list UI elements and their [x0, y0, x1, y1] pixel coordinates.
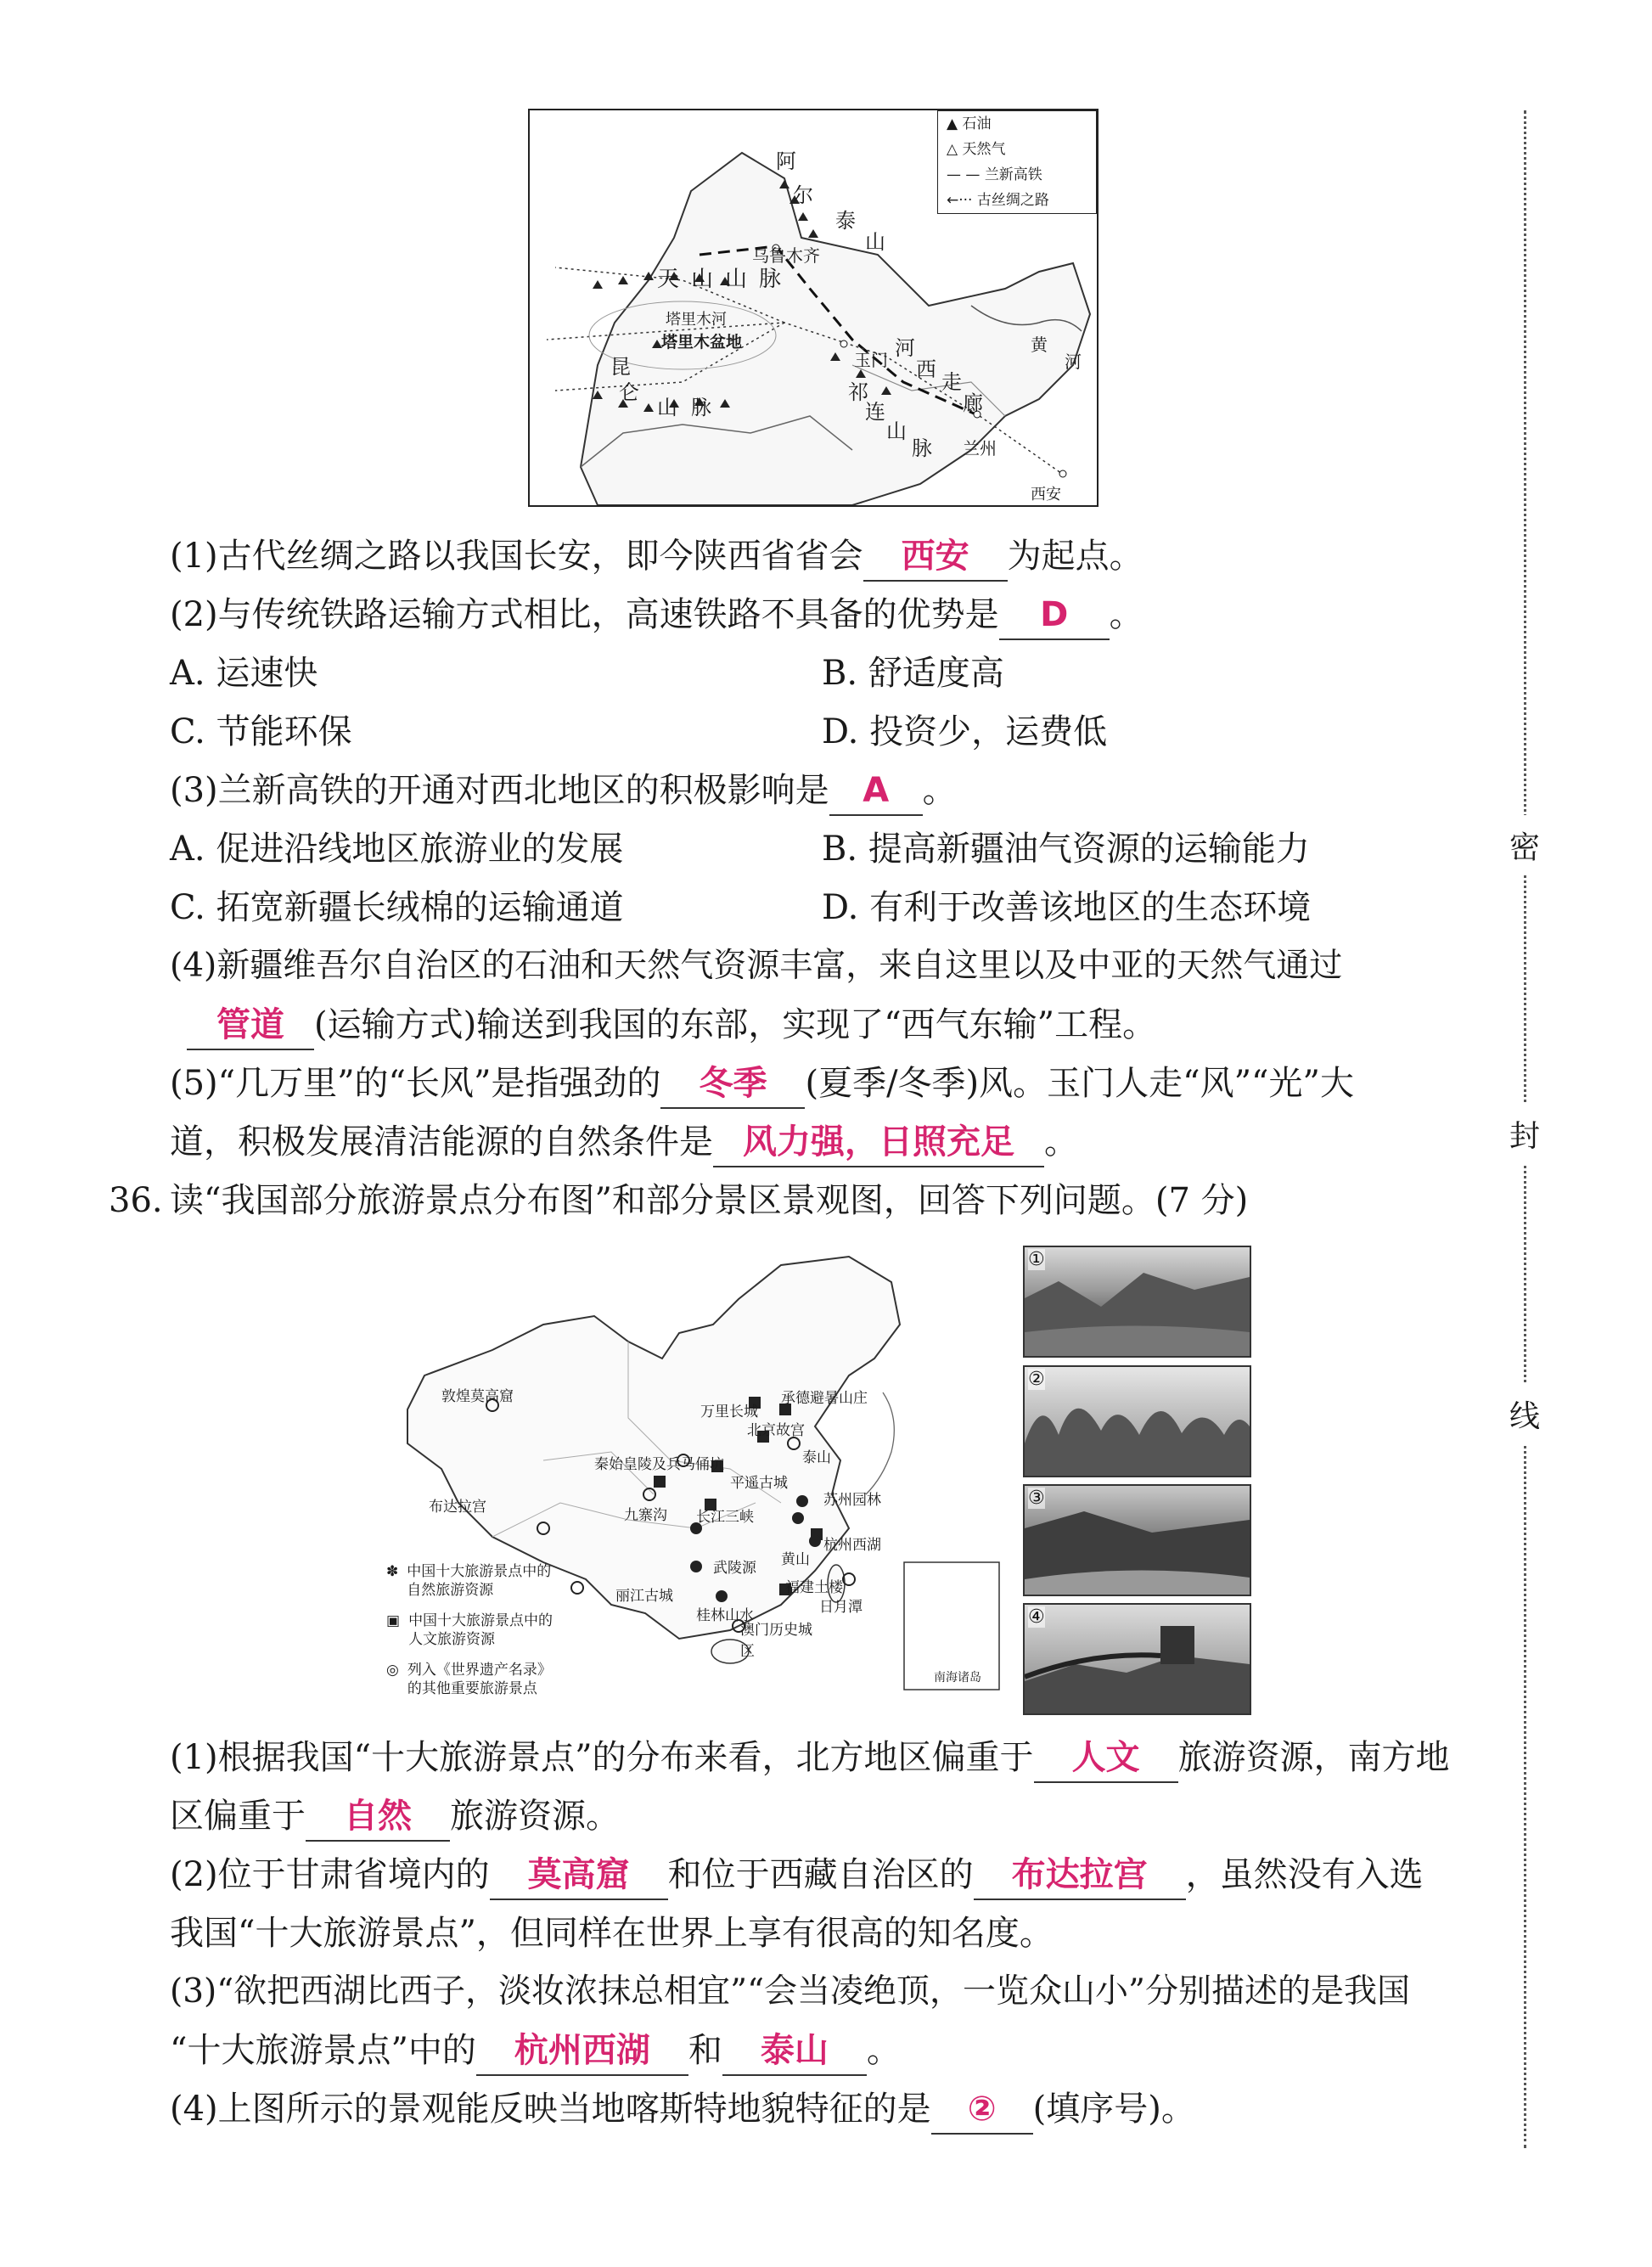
map2-dunhuang: 敦煌莫高窟 — [441, 1388, 514, 1405]
legend-gas: △ 天然气 — [947, 141, 1006, 158]
q36-part1-answer-2: 自然 — [306, 1792, 450, 1842]
q35-part5-answer-2: 风力强，日照充足 — [713, 1118, 1044, 1167]
label-tarim-basin: 塔里木盆地 — [661, 333, 743, 352]
label-huanghe-2: 河 — [1065, 352, 1082, 372]
label-hexi-4: 廊 — [963, 391, 983, 415]
seal-char-feng: 封 — [1507, 1104, 1542, 1164]
label-kunlun-1: 昆 — [610, 355, 631, 379]
map2-pingyao: 平遥古城 — [730, 1475, 788, 1492]
map2-suzhou: 苏州园林 — [823, 1492, 881, 1509]
label-xian: 西安 — [1031, 486, 1061, 503]
label-altai-1: 阿 — [776, 149, 796, 173]
railway-line-icon: — — — [947, 166, 985, 183]
q35-part5-line1: (5)“几万里”的“长风”是指强劲的 冬季 (夏季/冬季)风。玉门人走“风”“光”大 — [170, 1060, 1354, 1109]
label-hexi-2: 西 — [916, 357, 936, 381]
q36-part3-line1: (3)“欲把西湖比西子，淡妆浓抹总相宜”“会当凌绝顶，一览众山小”分别描述的是我国 — [170, 1972, 1410, 2011]
flower-icon: ✽ — [386, 1563, 399, 1580]
q36-part3-answer-2: 泰山 — [722, 2027, 867, 2076]
circle-icon: ◎ — [386, 1662, 399, 1679]
q36-stem: 读“我国部分旅游景点分布图”和部分景区景观图，回答下列问题。(7 分) — [170, 1181, 1249, 1220]
map2-three-gorges: 长江三峡 — [696, 1509, 754, 1526]
q35-part1-answer: 西安 — [863, 532, 1008, 582]
silk-road-line-icon: ←··· — [947, 192, 977, 209]
q36-part1-answer-1: 人文 — [1034, 1734, 1178, 1783]
map2-fujian-tulou: 福建土楼 — [785, 1579, 843, 1596]
q36-part2-answer-2: 布达拉宫 — [974, 1851, 1186, 1900]
label-urumqi: 乌鲁木齐 — [752, 245, 820, 266]
landscape-photo-1 — [1023, 1246, 1251, 1358]
label-kunlun-2: 仑 — [619, 380, 639, 404]
q36-part4: (4)上图所示的景观能反映当地喀斯特地貌特征的是 ② (填序号)。 — [170, 2085, 1195, 2135]
label-kunlun-3: 山 — [657, 396, 677, 419]
legend-silk-road: ←··· 古丝绸之路 — [947, 192, 1049, 209]
q36-part3-answer-1: 杭州西湖 — [476, 2027, 688, 2076]
q36-part1-line2: 区偏重于 自然 旅游资源。 — [170, 1792, 620, 1842]
map2-wulingyuan: 武陵源 — [713, 1560, 756, 1577]
label-qilian-2: 连 — [865, 400, 885, 424]
q35-part3-option-a: A. 促进沿线地区旅游业的发展 — [170, 830, 624, 869]
photo-2-drawing — [1025, 1367, 1250, 1476]
silk-road-legend — [937, 110, 1097, 214]
q35-part2-answer: D — [999, 591, 1110, 640]
q35-part3-option-b: B. 提高新疆油气资源的运输能力 — [822, 830, 1310, 869]
label-hexi-3: 走 — [941, 370, 962, 394]
legend-natural: ✽ 中国十大旅游景点中的自然旅游资源 — [386, 1563, 552, 1599]
photo-1-drawing — [1025, 1247, 1250, 1356]
label-yumen: 玉门 — [854, 350, 888, 370]
q35-part3-answer: A — [829, 767, 923, 816]
map2-legend — [386, 1562, 582, 1698]
silk-road-map — [528, 109, 1099, 507]
q35-part4-answer: 管道 — [187, 1001, 314, 1050]
label-kunlun-4: 脉 — [691, 396, 711, 419]
q36-part3-line2: “十大旅游景点”中的 杭州西湖 和 泰山 。 — [170, 2027, 901, 2076]
map2-hangzhou: 杭州西湖 — [823, 1537, 881, 1554]
legend-oil: ▲ 石油 — [947, 115, 992, 132]
q35-part4-line1: (4)新疆维吾尔自治区的石油和天然气资源丰富，来自这里以及中亚的天然气通过 — [170, 947, 1343, 985]
q36-part2-line2: 我国“十大旅游景点”，但同样在世界上享有很高的知名度。 — [170, 1914, 1054, 1953]
label-tianshan-1: 天 — [657, 267, 680, 292]
photo-4-drawing — [1025, 1605, 1250, 1713]
photo-3-number: ③ — [1028, 1488, 1045, 1509]
map2-greatwall: 万里长城 — [700, 1404, 758, 1420]
photo-4-number: ④ — [1028, 1606, 1045, 1628]
label-hexi-1: 河 — [895, 336, 915, 360]
legend-cultural: ▣ 中国十大旅游景点中的人文旅游资源 — [386, 1612, 553, 1648]
photo-3-drawing — [1025, 1486, 1250, 1595]
label-altai-3: 泰 — [835, 209, 856, 233]
map2-potala: 布达拉宫 — [429, 1499, 486, 1516]
q35-part5-line2: 道，积极发展清洁能源的自然条件是 风力强，日照充足 。 — [170, 1118, 1078, 1167]
map2-huangshan: 黄山 — [781, 1551, 810, 1568]
q36-part1-line1: (1)根据我国“十大旅游景点”的分布来看，北方地区偏重于 人文 旅游资源，南方地 — [170, 1734, 1450, 1783]
q36-number: 36. — [109, 1181, 163, 1220]
label-huanghe-1: 黄 — [1031, 335, 1048, 355]
legend-railway: — — 兰新高铁 — [947, 166, 1042, 183]
map2-guilin: 桂林山水 — [696, 1607, 754, 1624]
q35-part2: (2)与传统铁路运输方式相比，高速铁路不具备的优势是 D 。 — [170, 591, 1143, 640]
gas-icon: △ — [947, 141, 963, 158]
oil-icon: ▲ — [947, 115, 963, 132]
label-lanzhou: 兰州 — [963, 438, 997, 458]
label-qilian-1: 祁 — [848, 380, 868, 404]
map2-qinshihuang: 秦始皇陵及兵马俑坑 — [594, 1456, 724, 1473]
label-tianshan-3: 山 — [725, 267, 748, 292]
q36-part2-line1: (2)位于甘肃省境内的 莫高窟 和位于西藏自治区的 布达拉宫 ，虽然没有入选 — [170, 1851, 1424, 1900]
label-tarim-river: 塔里木河 — [666, 311, 727, 329]
square-icon: ▣ — [386, 1612, 401, 1629]
q35-part2-option-c: C. 节能环保 — [170, 712, 352, 751]
map2-riyuetan: 日月潭 — [819, 1599, 863, 1616]
landscape-photo-3 — [1023, 1484, 1251, 1596]
q36-part2-answer-1: 莫高窟 — [490, 1851, 668, 1900]
q35-part4-line2: 管道 (运输方式)输送到我国的东部，实现了“西气东输”工程。 — [170, 1001, 1156, 1050]
label-qilian-4: 脉 — [912, 436, 932, 460]
q36-part4-answer: ② — [931, 2085, 1033, 2135]
map2-taishan: 泰山 — [802, 1449, 831, 1466]
label-tianshan-4: 脉 — [759, 267, 782, 292]
landscape-photo-2 — [1023, 1365, 1251, 1477]
photo-1-number: ① — [1028, 1249, 1045, 1270]
landscape-photo-4 — [1023, 1603, 1251, 1715]
q35-part2-option-a: A. 运速快 — [170, 654, 318, 693]
q35-part1: (1)古代丝绸之路以我国长安，即今陕西省省会 西安 为起点。 — [170, 532, 1143, 582]
q35-part3: (3)兰新高铁的开通对西北地区的积极影响是 A 。 — [170, 767, 957, 816]
seal-char-xian: 线 — [1507, 1384, 1542, 1444]
seal-char-mi: 密 — [1507, 815, 1542, 875]
map2-chengde: 承德避暑山庄 — [781, 1390, 868, 1407]
photo-2-number: ② — [1028, 1369, 1045, 1390]
map2-nanhai: 南海诸岛 — [934, 1671, 981, 1685]
label-altai-2: 尔 — [793, 183, 813, 207]
q35-part3-option-c: C. 拓宽新疆长绒棉的运输通道 — [170, 888, 624, 927]
map2-jiuzhaigou: 九寨沟 — [624, 1507, 667, 1524]
map2-forbidden-city: 北京故宫 — [747, 1422, 805, 1439]
q35-part5-answer-1: 冬季 — [660, 1060, 805, 1109]
map2-macau: 澳门历史城区 — [740, 1622, 812, 1660]
label-altai-4: 山 — [865, 230, 885, 254]
q35-part2-option-d: D. 投资少，运费低 — [822, 712, 1108, 751]
q35-part3-option-d: D. 有利于改善该地区的生态环境 — [822, 888, 1312, 927]
legend-heritage: ◎ 列入《世界遗产名录》的其他重要旅游景点 — [386, 1662, 552, 1697]
map2-lijiang: 丽江古城 — [615, 1588, 673, 1605]
q35-part2-option-b: B. 舒适度高 — [822, 654, 1004, 693]
label-qilian-3: 山 — [886, 419, 907, 443]
label-tianshan-2: 山 — [691, 267, 714, 292]
